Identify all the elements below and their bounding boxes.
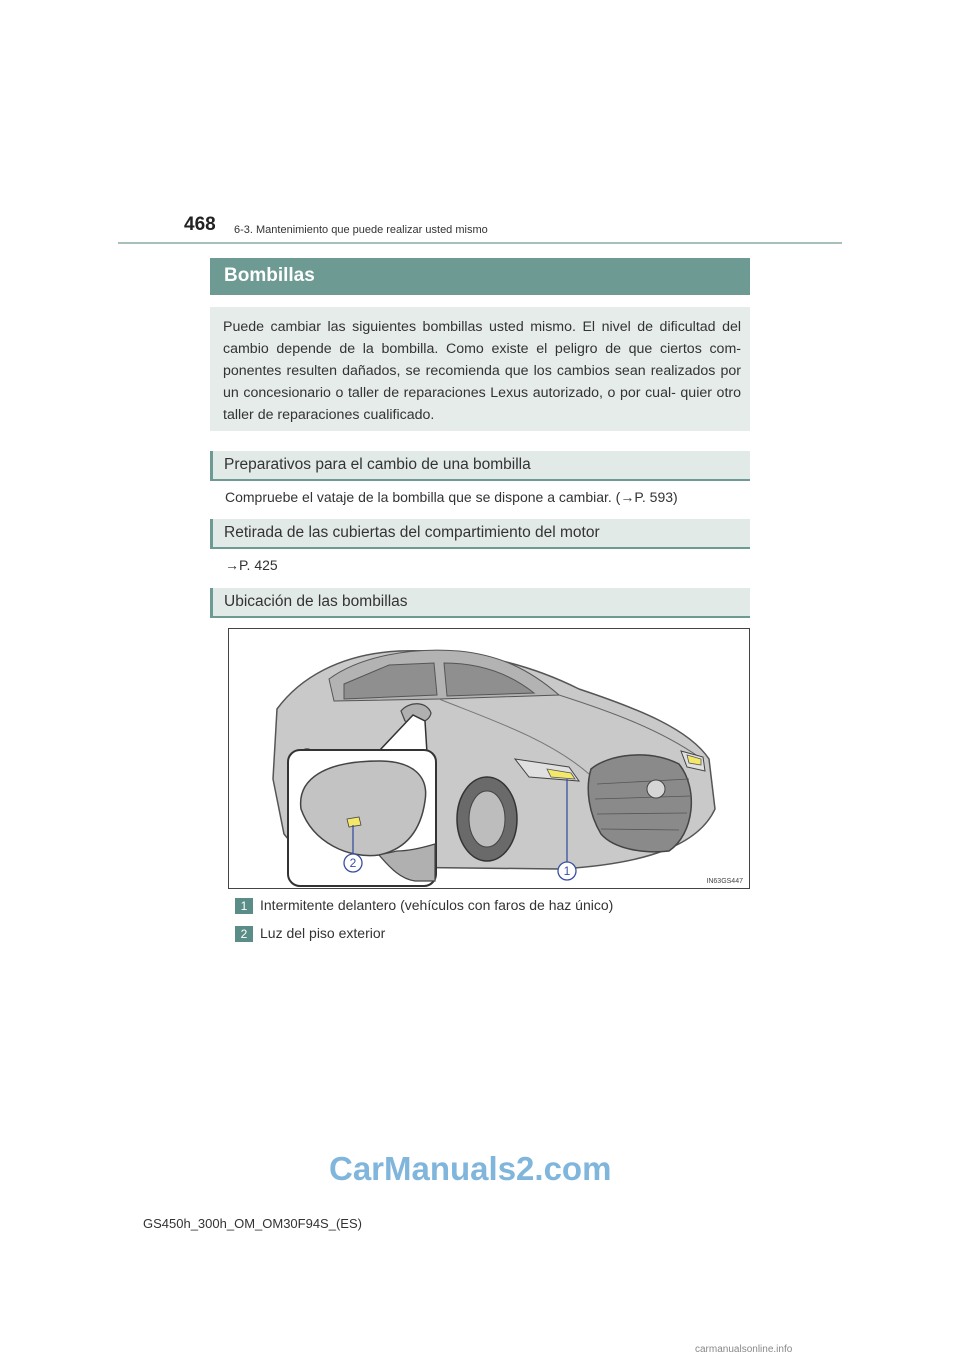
callout-label-1: 1 (563, 864, 571, 878)
subheading-bulb-locations-text: Ubicación de las bombillas (224, 593, 408, 610)
preparation-text: Compruebe el vataje de la bombilla que se dispone a cambiar. (→P. 593) (225, 489, 678, 505)
subheading-engine-covers (210, 519, 750, 549)
figure-code: IN63GS447 (706, 878, 743, 885)
engine-covers-reference[interactable]: →P. 425 (225, 557, 278, 573)
floor-light-bulb (347, 817, 361, 827)
legend-number-2: 2 (235, 926, 253, 942)
subheading-preparation-text: Preparativos para el cambio de una bombilla (224, 456, 531, 473)
legend-text-1: Intermitente delantero (vehículos con faros de haz único) (260, 897, 614, 913)
grille (588, 755, 691, 852)
car-illustration (229, 629, 749, 888)
emblem (647, 780, 665, 798)
bulb-location-figure (228, 628, 750, 889)
intro-box (210, 307, 750, 431)
legend-number-1: 1 (235, 898, 253, 914)
page-number: 468 (184, 214, 216, 235)
title-bar (210, 258, 750, 295)
subheading-engine-covers-text: Retirada de las cubiertas del compartimiento del motor (224, 524, 600, 541)
subheading-preparation (210, 451, 750, 481)
section-label: 6-3. Mantenimiento que puede realizar usted mismo (234, 224, 488, 236)
front-wheel-rim (469, 791, 505, 847)
header-rule (118, 242, 842, 244)
intro-text: Puede cambiar las siguientes bombillas usted mismo. El nivel de dificultad del cambio depende de la bombilla. Como existe el peligro de que ciertos com- ponentes resulten dañados, se recomienda que los cambios sean realizados por un concesionario o taller de reparaciones Lexus autorizado, o por cual- quier otro taller de reparaciones cualificado. (223, 319, 741, 423)
page-title: Bombillas (224, 265, 315, 286)
subheading-bulb-locations (210, 588, 750, 618)
watermark: CarManuals2.com (329, 1150, 612, 1187)
footer-site-link[interactable]: carmanualsonline.info (695, 1344, 793, 1355)
callout-label-2: 2 (349, 856, 357, 870)
document-id: GS450h_300h_OM_OM30F94S_(ES) (143, 1216, 362, 1231)
legend-text-2: Luz del piso exterior (260, 925, 386, 941)
